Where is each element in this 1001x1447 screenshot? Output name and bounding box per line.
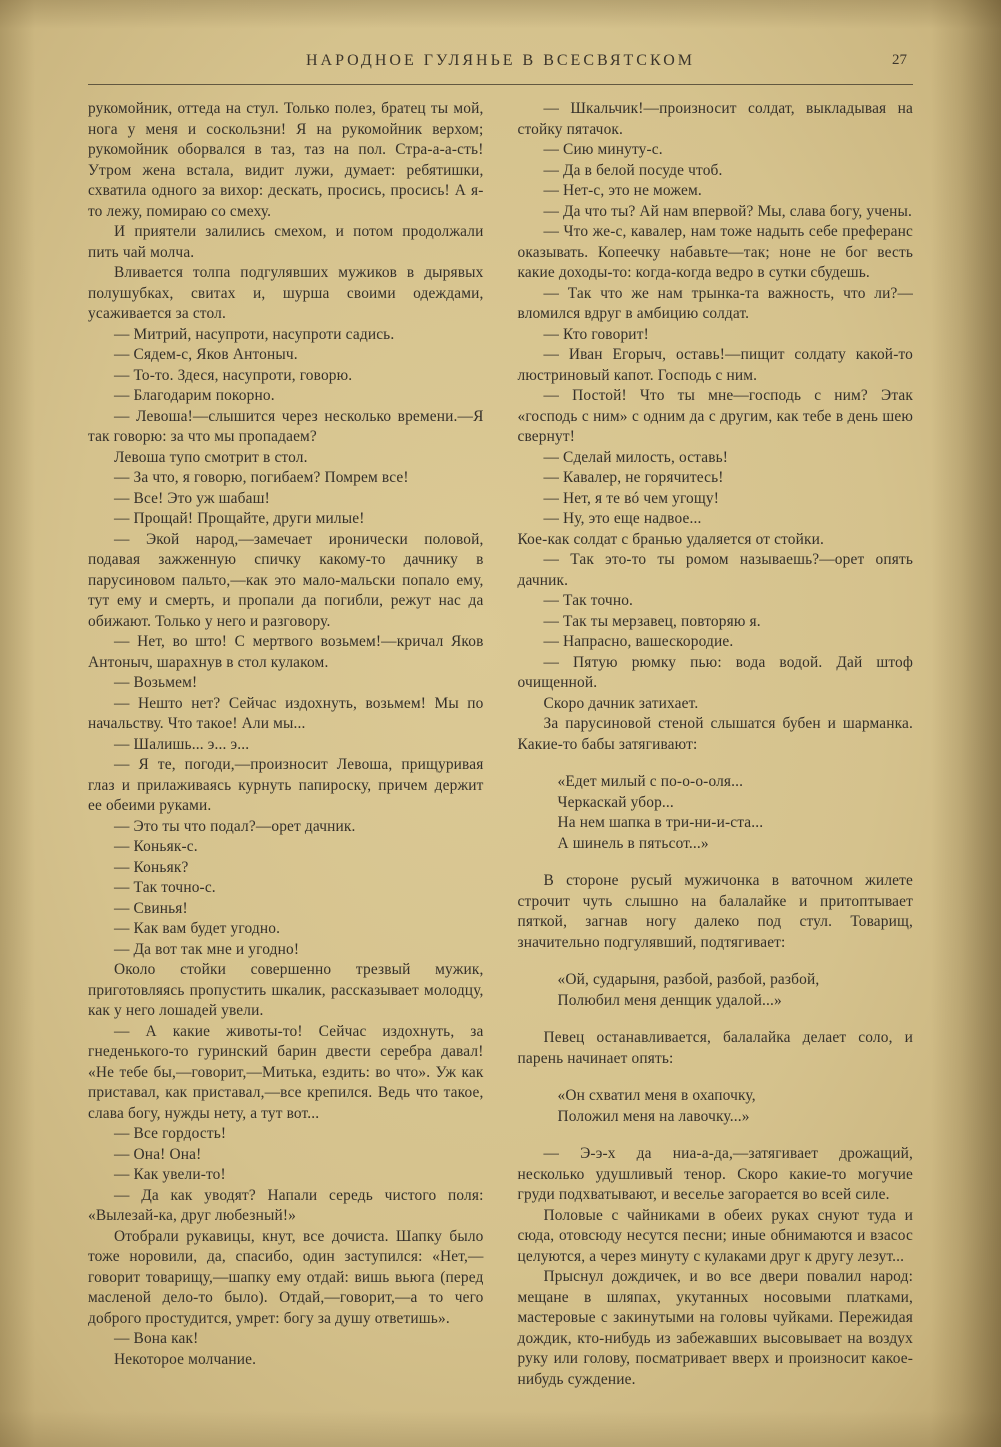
verse-line: На нем шапка в три-ни-и-ста...: [557, 814, 764, 831]
paragraph: В стороне русый мужичонка в ваточном жилете строчит чуть слышно на балалайке и притоптывает пяткой, загнав ногу далеко под стул. Товарищ, значительно подгулявший, подтягивает:: [517, 872, 913, 951]
verse-line: Черкаскай убор...: [557, 793, 674, 811]
paragraph: Левоша тупо смотрит в стол.: [114, 448, 308, 466]
dialogue-line: — Нешто нет? Сейчас издохнуть, возьмем! Мы по начальству. Что такое! Али мы...: [88, 694, 484, 732]
dialogue-line: — Вона как!: [114, 1330, 199, 1347]
running-header: [88, 50, 913, 80]
left-column: [88, 99, 484, 1390]
dialogue-line: — Кавалер, не горячитесь!: [543, 469, 724, 486]
dialogue-line: — Пятую рюмку пью: вода водой. Дай штоф очищенной.: [517, 653, 913, 691]
dialogue-line: — Нет-с, это не можем.: [543, 182, 702, 199]
dialogue-line: — Нет, я те вó чем угощу!: [543, 489, 719, 507]
dialogue-line: — Экой народ,—замечает иронически половой, подавая зажженную спичку какому-то дачнику в парусиновом пальто,—как это мало-мальски попало ему, тут ему и смерть, и пропали да погибли, режут нас да обижают. Только у него и разговору.: [88, 530, 484, 630]
paragraph: За парусиновой стеной слышатся бубен и шарманка. Какие-то бабы затягивают:: [517, 715, 913, 753]
verse-block: [558, 772, 914, 854]
dialogue-line: — Как увели-то!: [114, 1166, 226, 1183]
dialogue-line: — Благодарим покорно.: [114, 387, 275, 404]
paragraph: Половые с чайниками в обеих руках снуют туда и сюда, отовсюду несутся песни; иные обнимаются и взасос целуются, а через минуту с кулаками друг к другу лезут...: [517, 1206, 913, 1265]
paragraph: Отобрали рукавицы, кнут, все дочиста. Шапку было тоже норовили, да, спасибо, один заступился: «Нет,—говорит товарищу,—шапку ему отдай: вишь вьюга (перед масленой дело-то было). Отдай,—говорит,—а то чего доброго простудится, умрет: богу за душу ответишь».: [88, 1227, 484, 1327]
page-title: НАРОДНОЕ ГУЛЯНЬЕ В ВСЕСВЯТСКОМ: [305, 52, 696, 69]
right-column: [518, 99, 914, 1390]
dialogue-line: — Да в белой посуде чтоб.: [543, 161, 723, 179]
header-rule: [88, 84, 913, 85]
dialogue-line: — Возьмем!: [114, 674, 198, 691]
dialogue-line: — Постой! Что ты мне—господь с ним? Этак «господь с ним» с одним да с другим, как тебе в день шею свернут!: [517, 387, 913, 445]
dialogue-line: — Кто говорит!: [543, 325, 649, 343]
dialogue-line: — А какие животы-то! Сейчас издохнуть, за гнеденького-то гуринский барин двести серебра давал! «Не тебе бы,—говорит,—Митька, ездить: во что». Уж как приставал, как приставал,—все крепился. Ведь что такое, слава богу, нужды нету, а тут вот...: [88, 1022, 484, 1122]
dialogue-line: — Так что же нам трынка-та важность, что ли?—вломился вдруг в амбицию солдат.: [517, 284, 913, 322]
dialogue-line: — Коньяк-с.: [114, 838, 198, 855]
paragraph: Кое-как солдат с бранью удаляется от стойки.: [517, 530, 825, 548]
text-block: [88, 50, 913, 1407]
verse-line: «Он схватил меня в охапочку,: [557, 1087, 756, 1104]
verse-line: Положил меня на лавочку...»: [557, 1107, 750, 1125]
dialogue-line: — Так это-то ты ромом называешь?—орет опять дачник.: [517, 551, 913, 589]
dialogue-line: — Сядем-с, Яков Антоныч.: [114, 346, 298, 363]
dialogue-line: — Свинья!: [114, 899, 188, 917]
paragraph: Около стойки совершенно трезвый мужик, приготовляясь пропустить шкалик, рассказывает молодцу, как у него лошадей увели.: [88, 961, 484, 1019]
dialogue-line: — Левоша!—слышится через несколько времени.—Я так говорю: за что мы пропадаем?: [88, 407, 484, 445]
dialogue-line: — Это ты что подал?—орет дачник.: [114, 817, 356, 835]
dialogue-line: — Иван Егорыч, оставь!—пищит солдату какой-то люстриновый капот. Господь с ним.: [517, 346, 913, 384]
dialogue-line: — Напрасно, вашескородие.: [543, 633, 734, 650]
verse-block: [558, 970, 914, 1011]
dialogue-line: — Она! Она!: [114, 1145, 202, 1163]
dialogue-line: — Все гордость!: [114, 1125, 227, 1142]
paragraph: Скоро дачник затихает.: [543, 694, 699, 712]
dialogue-line: — Я те, погоди,—произносит Левоша, прищуривая глаз и прилаживаясь курнуть папироску, причем держит ее обеими руками.: [88, 756, 484, 814]
text-columns: [88, 99, 913, 1390]
dialogue-line: — Все! Это уж шабаш!: [114, 489, 270, 507]
verse-line: «Едет милый с по-о-о-оля...: [557, 773, 744, 790]
dialogue-line: — Да как уводят? Напали середь чистого поля: «Вылезай-ка, друг любезный!»: [88, 1186, 484, 1224]
dialogue-line: — Э-э-х да ниа-а-да,—затягивает дрожащий, несколько удушливый тенор. Скоро какие-то могучие груди подхватывают, и веселье загорается во всей силе.: [517, 1145, 913, 1203]
dialogue-line: — Митрий, насупроти, насупроти садись.: [114, 325, 395, 343]
verse-block: [558, 1086, 914, 1127]
dialogue-line: — Сию минуту-с.: [543, 141, 663, 158]
dialogue-line: — Шалишь... э... э...: [114, 735, 250, 753]
dialogue-line: — Как вам будет угодно.: [114, 920, 281, 937]
dialogue-line: — Нет, во што! С мертвого возьмем!—кричал Яков Антоныч, шарахнув в стол кулаком.: [88, 633, 484, 671]
verse-line: «Ой, сударыня, разбой, разбой, разбой,: [557, 971, 820, 988]
dialogue-line: — Ну, это еще надвое...: [543, 510, 702, 527]
dialogue-line: — Так ты мерзавец, повторяю я.: [543, 612, 761, 630]
dialogue-line: — Так точно-с.: [114, 879, 216, 896]
paragraph: И приятели залились смехом, и потом продолжали пить чай молча.: [88, 223, 484, 261]
paragraph: рукомойник, оттеда на стул. Только полез, братец ты мой, нога у меня и соскользни! Я на рукомойник верхом; рукомойник оборвался в таз, таз на пол. Стра-а-а-сть! Утром жена встала, видит лужи, думает: ребятишки, схватила одного за вихор: дескать, просись, просись! А я-то лежу, помираю со смеху.: [88, 100, 484, 220]
paragraph: Певец останавливается, балалайка делает соло, и парень начинает опять:: [517, 1029, 913, 1067]
dialogue-line: — Да вот так мне и угодно!: [114, 940, 300, 958]
dialogue-line: — Да что ты? Ай нам впервой? Мы, слава богу, учены.: [543, 202, 912, 220]
verse-line: Полюбил меня денщик удалой...»: [557, 991, 782, 1009]
dialogue-line: — Так точно.: [543, 592, 634, 609]
dialogue-line: — Что же-с, кавалер, нам тоже надыть себе преферанс оказывать. Копеечку набавьте—так; ноне не бог весть какие доходы-то: когда-когда ведро в сутки сбудешь.: [517, 223, 913, 281]
page-number: 27: [892, 52, 907, 68]
paragraph: Прыснул дождичек, и во все двери повалил народ: мещане в шляпах, укутанных носовыми платками, мастеровые с закинутыми на головы чуйками. Пережидая дождик, кто-нибудь из забежавших высовывает на воздух руку или голову, посматривает вверх и произносит какое-нибудь суждение.: [517, 1268, 913, 1388]
paragraph: Некоторое молчание.: [114, 1350, 257, 1368]
dialogue-line: — За что, я говорю, погибаем? Помрем все!: [114, 469, 409, 486]
dialogue-line: — Сделай милость, оставь!: [543, 448, 729, 466]
dialogue-line: — То-то. Здеся, насупроти, говорю.: [114, 366, 353, 384]
dialogue-line: — Шкальчик!—произносит солдат, выкладывая на стойку пятачок.: [517, 100, 913, 138]
dialogue-line: — Прощай! Прощайте, други милые!: [114, 510, 365, 527]
paragraph: Вливается толпа подгулявших мужиков в дырявых полушубках, свитах и, шурша своими одеждами, усаживается за стол.: [88, 264, 484, 322]
verse-line: А шинель в пятьсот...»: [557, 834, 709, 852]
dialogue-line: — Коньяк?: [114, 858, 189, 876]
